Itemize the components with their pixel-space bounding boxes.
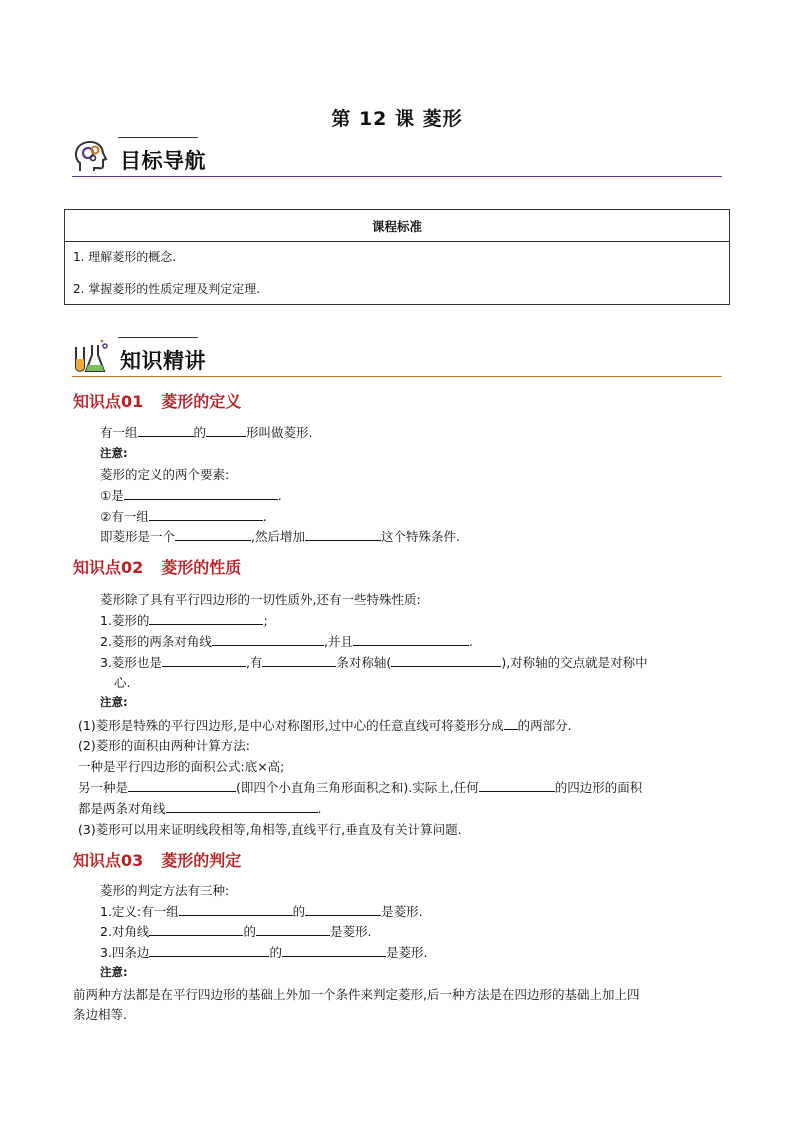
kp3-line2: 1.定义:有一组 的 是菱形. bbox=[100, 904, 423, 919]
kp3-line5: 前两种方法都是在平行四边形的基础上外加一个条件来判定菱形,后一种方法是在四边形的基础上加上四 bbox=[73, 987, 640, 1002]
blank bbox=[256, 923, 330, 936]
blank bbox=[305, 528, 381, 541]
section-knowledge-header bbox=[72, 337, 722, 377]
table-header: 课程标准 bbox=[65, 210, 730, 242]
kp2-line5: 心. bbox=[114, 675, 131, 690]
kp2-title: 菱形的性质 bbox=[161, 558, 242, 577]
blank bbox=[128, 779, 236, 792]
kp3-number: 知识点03 bbox=[73, 851, 144, 870]
section-knowledge-title: 知识精讲 bbox=[120, 349, 206, 373]
table-row: 1. 理解菱形的概念. bbox=[73, 250, 177, 264]
head-gears-icon bbox=[72, 137, 112, 177]
kp2-line1: 菱形除了具有平行四边形的一切性质外,还有一些特殊性质: bbox=[100, 592, 421, 607]
kp2-line7: (2)菱形的面积由两种计算方法: bbox=[78, 738, 250, 753]
blank bbox=[175, 528, 251, 541]
kp2-line2: 1.菱形的 ; bbox=[100, 613, 268, 628]
kp1-note: 注意: bbox=[100, 446, 128, 460]
kp2-number: 知识点02 bbox=[73, 558, 144, 577]
blank bbox=[149, 508, 263, 521]
blank bbox=[138, 424, 194, 437]
kp1-line4: ②有一组 . bbox=[100, 509, 267, 524]
kp3-line4: 3.四条边 的 是菱形. bbox=[100, 945, 428, 960]
kp3-line1: 菱形的判定方法有三种: bbox=[100, 883, 230, 898]
blank bbox=[391, 654, 501, 667]
kp2-note: 注意: bbox=[100, 695, 128, 709]
blank bbox=[262, 654, 336, 667]
kp1-number: 知识点01 bbox=[73, 392, 144, 411]
kp1-heading bbox=[73, 389, 241, 412]
section-knowledge-rule bbox=[72, 376, 722, 377]
kp3-line6: 条边相等. bbox=[73, 1007, 127, 1022]
blank bbox=[162, 654, 246, 667]
blank bbox=[206, 424, 246, 437]
blank bbox=[149, 923, 243, 936]
blank bbox=[282, 944, 386, 957]
kp2-line4: 3.菱形也是 ,有 条对称轴( ),对称轴的交点就是对称中 bbox=[100, 655, 648, 670]
section-topline bbox=[118, 337, 198, 338]
kp1-line3: ①是 . bbox=[100, 488, 282, 503]
kp2-line11: (3)菱形可以用来证明线段相等,角相等,直线平行,垂直及有关计算问题. bbox=[78, 822, 462, 837]
kp3-note: 注意: bbox=[100, 965, 128, 979]
kp2-line9: 另一种是 (即四个小直角三角形面积之和).实际上,任何 的四边形的面积 bbox=[78, 780, 643, 795]
kp3-heading bbox=[73, 848, 241, 871]
blank bbox=[212, 633, 324, 646]
blank bbox=[504, 717, 518, 730]
blank bbox=[179, 903, 293, 916]
blank bbox=[149, 612, 263, 625]
course-standard-table bbox=[64, 209, 730, 305]
kp2-line3: 2.菱形的两条对角线 ,并且 . bbox=[100, 634, 473, 649]
blank bbox=[149, 944, 269, 957]
kp2-heading bbox=[73, 555, 241, 578]
kp2-line8: 一种是平行四边形的面积公式:底×高; bbox=[78, 759, 285, 774]
blank bbox=[305, 903, 381, 916]
section-goals-title: 目标导航 bbox=[120, 149, 206, 173]
kp2-line10: 都是两条对角线 . bbox=[78, 801, 322, 816]
table-row: 2. 掌握菱形的性质定理及判定定理. bbox=[73, 282, 261, 296]
kp3-title: 菱形的判定 bbox=[161, 851, 242, 870]
page-title: 第 12 课 菱形 bbox=[331, 108, 463, 130]
kp1-line5: 即菱形是一个 ,然后增加 这个特殊条件. bbox=[100, 529, 460, 544]
kp1-title: 菱形的定义 bbox=[161, 392, 242, 411]
section-goals-header bbox=[72, 137, 722, 177]
kp1-line1: 有一组 的 形叫做菱形. bbox=[100, 425, 313, 440]
kp1-line2: 菱形的定义的两个要素: bbox=[100, 467, 230, 482]
lab-flask-icon bbox=[72, 337, 112, 377]
blank bbox=[166, 800, 318, 813]
kp3-line3: 2.对角线 的 是菱形. bbox=[100, 924, 372, 939]
section-topline bbox=[118, 137, 198, 138]
kp2-line6: (1)菱形是特殊的平行四边形,是中心对称图形,过中心的任意直线可将菱形分成 的两部分. bbox=[78, 718, 572, 733]
blank bbox=[124, 487, 278, 500]
blank bbox=[479, 779, 555, 792]
table-body bbox=[65, 242, 730, 305]
section-goals-rule bbox=[72, 176, 722, 177]
blank bbox=[353, 633, 469, 646]
